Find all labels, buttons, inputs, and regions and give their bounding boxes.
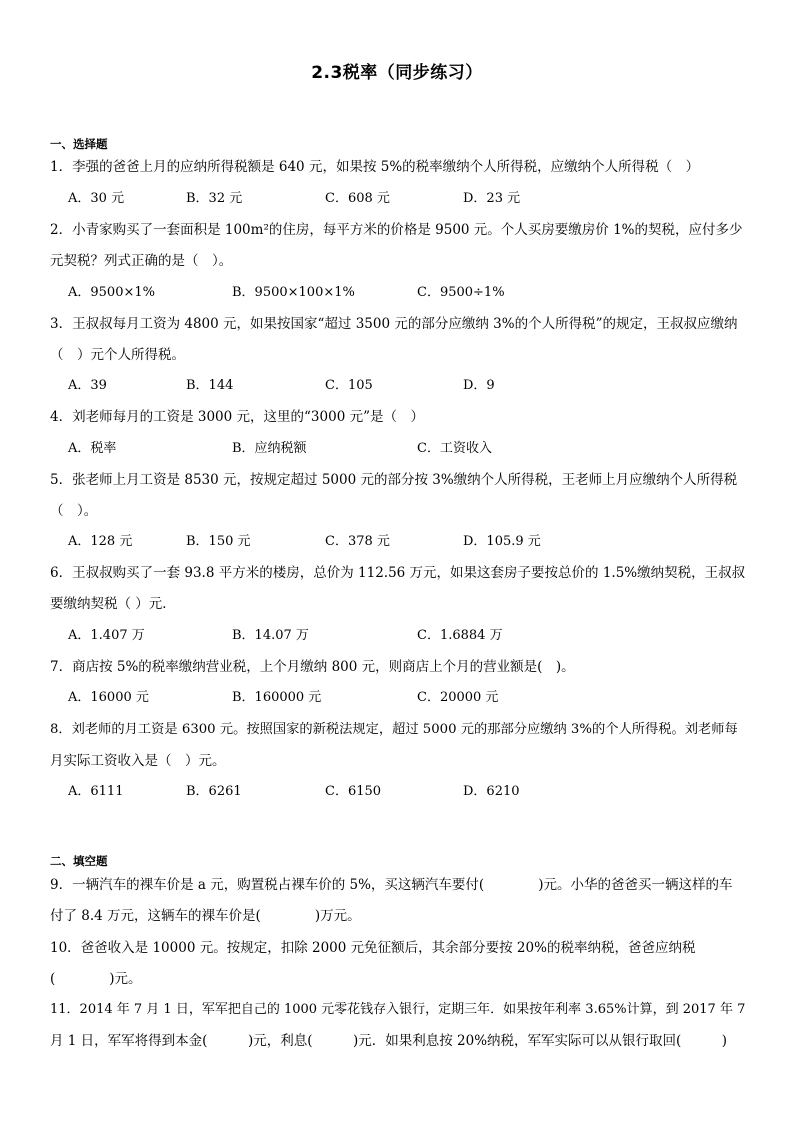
question-6-stem-line-2: 要缴纳契税（ ）元． — [50, 596, 176, 612]
question-6-options — [68, 626, 758, 646]
question-6-option-a[interactable]: A．1.407 万 — [68, 628, 145, 643]
question-5-options — [68, 532, 758, 552]
question-8-option-c[interactable]: C．6150 — [325, 784, 382, 799]
question-1-option-d[interactable]: D．23 元 — [463, 191, 521, 206]
question-3-options — [68, 376, 758, 396]
question-5-option-d[interactable]: D．105.9 元 — [463, 534, 541, 549]
question-1-option-a[interactable]: A．30 元 — [68, 191, 125, 206]
question-3-option-d[interactable]: D．9 — [463, 378, 495, 393]
question-2-stem-line-1: 2．小青家购买了一套面积是 100m²的住房，每平方米的价格是 9500 元。个人买房要缴房价 1%的契税，应付多少 — [50, 222, 743, 238]
question-7-stem: 7．商店按 5%的税率缴纳营业税，上个月缴纳 800 元，则商店上个月的营业额是( )。 — [50, 659, 575, 675]
question-6-stem-line-1: 6．王叔叔购买了一套 93.8 平方米的楼房，总价为 112.56 万元，如果这套房子要按总价的 1.5%缴纳契税，王叔叔 — [50, 565, 746, 581]
question-1-options — [68, 189, 758, 209]
question-3-option-c[interactable]: C．105 — [325, 378, 373, 393]
question-6-option-c[interactable]: C．1.6884 万 — [417, 628, 503, 643]
question-4-option-a[interactable]: A．税率 — [68, 441, 117, 456]
question-2-option-c[interactable]: C．9500÷1% — [417, 285, 505, 300]
question-4-stem: 4．刘老师每月的工资是 3000 元，这里的“3000 元”是（ ） — [50, 409, 424, 425]
question-6-option-b[interactable]: B．14.07 万 — [232, 628, 309, 643]
question-9-stem-line-2: 付了 8.4 万元，这辆车的裸车价是( )万元。 — [50, 908, 361, 924]
question-1-stem: 1．李强的爸爸上月的应纳所得税额是 640 元，如果按 5%的税率缴纳个人所得税，应缴纳个人所得税（ ） — [50, 159, 700, 175]
question-7-option-c[interactable]: C．20000 元 — [417, 690, 499, 705]
question-8-option-a[interactable]: A．6111 — [68, 784, 124, 799]
question-2-option-b[interactable]: B．9500×100×1% — [232, 285, 355, 300]
question-5-stem-line-1: 5．张老师上月工资是 8530 元，按规定超过 5000 元的部分按 3%缴纳个人所得税，王老师上月应缴纳个人所得税 — [50, 472, 738, 488]
question-7-option-a[interactable]: A．16000 元 — [68, 690, 149, 705]
question-7-option-b[interactable]: B．160000 元 — [232, 690, 322, 705]
question-8-stem-line-1: 8．刘老师的月工资是 6300 元。按照国家的新税法规定，超过 5000 元的那部分应缴纳 3%的个人所得税。刘老师每 — [50, 722, 738, 737]
question-11-stem-line-2: 月 1 日，军军将得到本金( )元，利息( )元．如果利息按 20%纳税，军军实际可以从银行取回( ) — [50, 1033, 728, 1049]
page-title: 2.3税率（同步练习） — [311, 63, 483, 83]
question-9-stem-line-1: 9．一辆汽车的裸车价是 a 元，购置税占裸车价的 5%，买这辆汽车要付( )元。小华的爸爸买一辆这样的车 — [50, 877, 733, 893]
question-3-stem-line-2: （ ）元个人所得税。 — [50, 347, 185, 363]
question-7-options — [68, 688, 758, 708]
question-4-option-c[interactable]: C．工资收入 — [417, 441, 492, 456]
question-2-option-a[interactable]: A．9500×1% — [68, 285, 155, 300]
question-5-option-a[interactable]: A．128 元 — [68, 534, 133, 549]
question-2-options — [68, 283, 758, 303]
question-8-options — [68, 782, 758, 802]
question-8-option-b[interactable]: B．6261 — [186, 784, 242, 799]
question-10-stem-line-2: ( )元。 — [50, 971, 142, 987]
question-11-stem-line-1: 11．2014 年 7 月 1 日，军军把自己的 1000 元零花钱存入银行，定期三年．如果按年利率 3.65%计算，到 2017 年 7 — [50, 1002, 746, 1017]
question-5-stem-line-2: （ ）。 — [50, 503, 98, 519]
question-2-stem-line-2: 元契税？列式正确的是（ ）。 — [50, 253, 233, 269]
question-5-option-c[interactable]: C．378 元 — [325, 534, 390, 549]
question-4-options — [68, 439, 758, 459]
question-1-option-b[interactable]: B．32 元 — [186, 191, 243, 206]
question-4-option-b[interactable]: B．应纳税额 — [232, 441, 307, 456]
question-1-option-c[interactable]: C．608 元 — [325, 191, 390, 206]
question-8-option-d[interactable]: D．6210 — [463, 784, 520, 799]
question-5-option-b[interactable]: B．150 元 — [186, 534, 251, 549]
section-heading-fill: 二、填空题 — [50, 854, 108, 868]
question-8-stem-line-2: 月实际工资收入是（ ）元。 — [50, 753, 226, 769]
question-3-stem-line-1: 3．王叔叔每月工资为 4800 元，如果按国家“超过 3500 元的部分应缴纳 3%的个人所得税”的规定，王叔叔应缴纳 — [50, 316, 738, 332]
question-3-option-b[interactable]: B．144 — [186, 378, 234, 393]
question-10-stem-line-1: 10．爸爸收入是 10000 元。按规定，扣除 2000 元免征额后，其余部分要按 20%的税率纳税，爸爸应纳税 — [50, 940, 696, 956]
question-3-option-a[interactable]: A．39 — [68, 378, 107, 393]
section-heading-choice: 一、选择题 — [50, 137, 108, 151]
